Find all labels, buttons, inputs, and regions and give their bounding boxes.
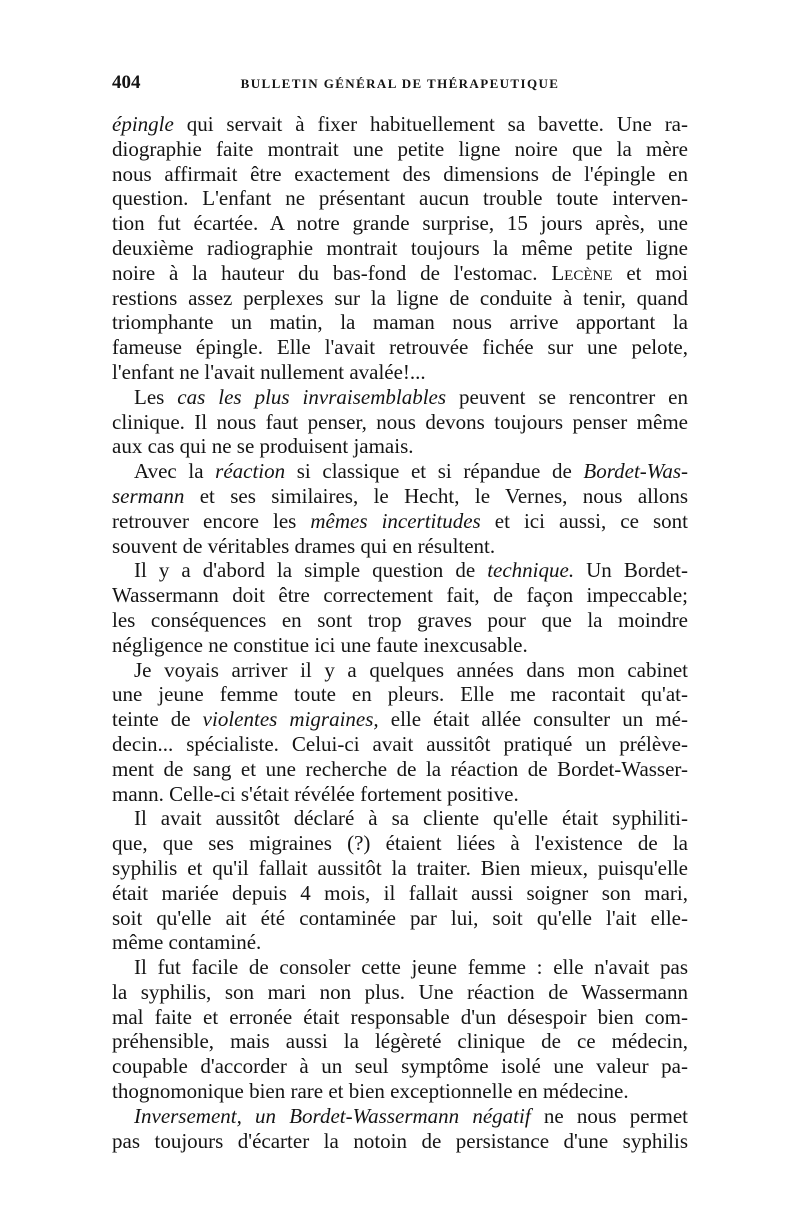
text-segment: même contaminé. xyxy=(112,930,262,955)
text-segment: souvent de véritables drames qui en résultent. xyxy=(112,533,496,558)
text-line xyxy=(112,732,688,757)
italic-text: mêmes incertitudes xyxy=(310,508,481,533)
text-segment: Je voyais arriver il y a quelques années dans mon cabinet xyxy=(134,657,688,682)
text-line xyxy=(112,757,688,782)
text-segment: l'enfant ne l'avait nullement avalée!... xyxy=(112,359,426,384)
text-segment: qui servait à fixer habituellement sa bavette. Une ra- xyxy=(173,112,688,136)
text-segment: clinique. Il nous faut penser, nous devons toujours penser même xyxy=(112,409,688,434)
text-line xyxy=(112,1029,688,1054)
text-segment: était mariée depuis 4 mois, il fallait aussi soigner son mari, xyxy=(112,880,688,905)
body-text xyxy=(112,112,688,1153)
text-segment: la syphilis, son mari non plus. Une réaction de Wassermann xyxy=(112,979,688,1004)
page-number: 404 xyxy=(112,72,141,93)
text-line xyxy=(112,608,688,633)
text-segment: soit qu'elle ait été contaminée par lui, soit qu'elle l'ait elle- xyxy=(112,905,688,930)
text-segment: Avec la xyxy=(134,459,216,484)
text-line xyxy=(112,112,688,137)
text-segment: et moi xyxy=(612,260,688,285)
text-line xyxy=(112,434,688,459)
text-line xyxy=(112,360,688,385)
text-segment: diographie faite montrait une petite ligne noire que la mère xyxy=(112,136,688,161)
text-segment: Les xyxy=(134,384,178,409)
text-line xyxy=(112,286,688,311)
text-segment: si classique et si répandue de xyxy=(285,459,584,484)
text-line xyxy=(112,806,688,831)
text-line xyxy=(112,534,688,559)
text-segment: mal faite et erronée était responsable d'un désespoir bien com- xyxy=(112,1004,688,1029)
text-line xyxy=(112,310,688,335)
text-segment: coupable d'accorder à un seul symptôme isolé une valeur pa- xyxy=(112,1054,688,1079)
italic-text: Bordet-Was- xyxy=(583,459,688,484)
text-line xyxy=(112,211,688,236)
text-segment: pas toujours d'écarter la notoin de persistance d'une syphilis xyxy=(112,1128,688,1153)
running-title: BULLETIN GÉNÉRAL DE THÉRAPEUTIQUE xyxy=(240,76,560,91)
text-segment: elle était allée consulter un mé- xyxy=(378,707,688,732)
text-segment: teinte de xyxy=(112,707,203,732)
text-line xyxy=(112,558,688,583)
italic-text: violentes migraines, xyxy=(202,707,379,732)
text-line xyxy=(112,162,688,187)
text-segment: Un Bordet- xyxy=(574,558,688,583)
text-line xyxy=(112,682,688,707)
text-segment: thognomonique bien rare et bien exceptionnelle en médecine. xyxy=(112,1079,629,1104)
text-line xyxy=(112,385,688,410)
text-segment: ment de sang et une recherche de la réaction de Bordet-Wasser- xyxy=(112,756,688,781)
text-line xyxy=(112,186,688,211)
text-line xyxy=(112,955,688,980)
text-segment: noire à la hauteur du bas-fond de l'estomac. xyxy=(112,260,552,285)
text-line xyxy=(112,261,688,286)
italic-text: épingle xyxy=(112,112,174,136)
text-line xyxy=(112,658,688,683)
text-segment: peuvent se rencontrer en xyxy=(446,384,688,409)
text-line xyxy=(112,509,688,534)
text-line xyxy=(112,881,688,906)
text-segment: négligence ne constitue ici une faute inexcusable. xyxy=(112,632,528,657)
text-segment: une jeune femme toute en pleurs. Elle me racontait qu'at- xyxy=(112,682,688,707)
text-segment: et ses similaires, le Hecht, le Vernes, nous allons xyxy=(184,483,688,508)
text-segment: mann. Celle-ci s'était révélée fortement positive. xyxy=(112,781,519,806)
text-line xyxy=(112,930,688,955)
text-segment: syphilis et qu'il fallait aussitôt la traiter. Bien mieux, puisqu'elle xyxy=(112,855,688,880)
text-segment: aux cas qui ne se produisent jamais. xyxy=(112,434,414,459)
page-header xyxy=(112,72,688,98)
text-segment: Il y a d'abord la simple question de xyxy=(134,558,488,583)
text-segment: les conséquences en sont trop graves pour que la moindre xyxy=(112,607,688,632)
text-line xyxy=(112,1079,688,1104)
text-line xyxy=(112,856,688,881)
text-line xyxy=(112,335,688,360)
text-segment: fameuse épingle. Elle l'avait retrouvée fichée sur une pelote, xyxy=(112,335,688,360)
italic-text: sermann xyxy=(112,483,185,508)
text-line xyxy=(112,1104,688,1129)
text-line xyxy=(112,980,688,1005)
italic-text: Inversement, un Bordet-Wassermann négatif xyxy=(134,1103,531,1128)
text-segment: et ici aussi, ce sont xyxy=(480,508,688,533)
text-line xyxy=(112,782,688,807)
text-line xyxy=(112,236,688,261)
text-line xyxy=(112,1129,688,1154)
text-segment: deuxième radiographie montrait toujours la même petite ligne xyxy=(112,235,688,260)
text-segment: tion fut écartée. A notre grande surprise, 15 jours après, une xyxy=(112,211,688,236)
text-line xyxy=(112,1054,688,1079)
text-line xyxy=(112,1005,688,1030)
text-segment: triomphante un matin, la maman nous arrive apportant la xyxy=(112,310,688,335)
text-segment: question. L'enfant ne présentant aucun trouble toute interven- xyxy=(112,186,688,211)
text-line xyxy=(112,484,688,509)
text-segment: retrouver encore les xyxy=(112,508,311,533)
italic-text: technique. xyxy=(487,558,575,583)
text-line xyxy=(112,137,688,162)
small-caps-name: Lecène xyxy=(551,260,613,285)
text-segment: que, que ses migraines (?) étaient liées à l'existence de la xyxy=(112,831,688,856)
italic-text: cas les plus invraisemblables xyxy=(177,384,447,409)
text-segment: restions assez perplexes sur la ligne de conduite à tenir, quand xyxy=(112,285,688,310)
text-segment: decin... spécialiste. Celui-ci avait aussitôt pratiqué un prélève- xyxy=(112,731,688,756)
text-line xyxy=(112,831,688,856)
text-segment: préhensible, mais aussi la légèreté clinique de ce médecin, xyxy=(112,1029,688,1054)
text-line xyxy=(112,633,688,658)
text-line xyxy=(112,583,688,608)
text-segment: Il avait aussitôt déclaré à sa cliente qu'elle était syphiliti- xyxy=(134,806,688,831)
text-line xyxy=(112,410,688,435)
text-segment: Wassermann doit être correctement fait, de façon impeccable; xyxy=(112,583,688,608)
text-segment: Il fut facile de consoler cette jeune femme : elle n'avait pas xyxy=(134,955,688,980)
text-segment: nous affirmait être exactement des dimensions de l'épingle en xyxy=(112,161,688,186)
text-line xyxy=(112,459,688,484)
italic-text: réaction xyxy=(215,459,286,484)
text-segment: ne nous permet xyxy=(530,1103,688,1128)
text-line xyxy=(112,906,688,931)
text-line xyxy=(112,707,688,732)
